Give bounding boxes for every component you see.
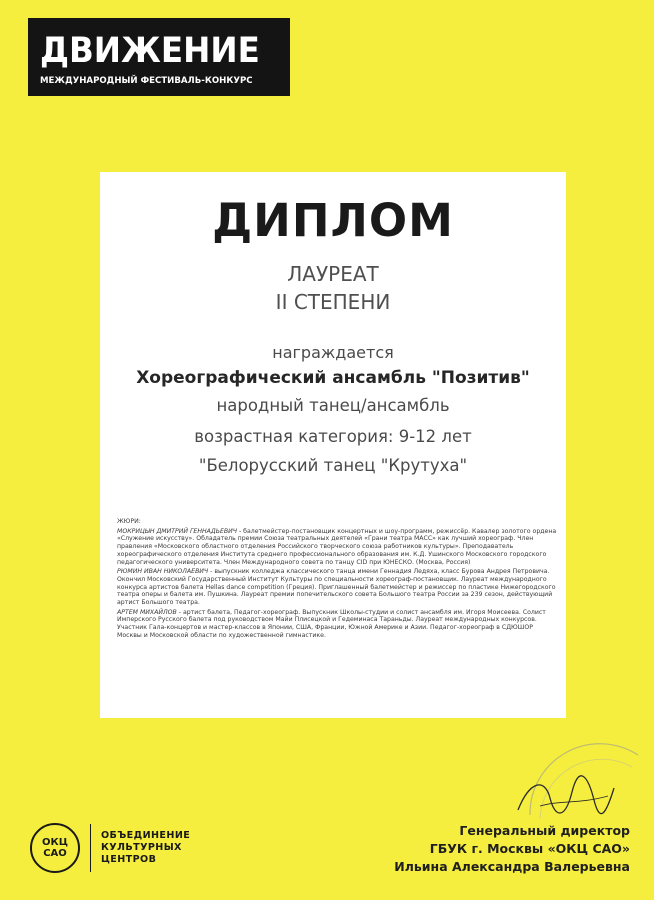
jury-member-name: МОКРИЦЫН ДМИТРИЙ ГЕННАДЬЕВИЧ (117, 527, 237, 535)
performance-title: "Белорусский танец "Крутуха" (198, 456, 468, 475)
organizer-name-line: ЦЕНТРОВ (101, 854, 157, 865)
diploma-panel (100, 172, 566, 718)
okc-logo-line1: ОКЦ (42, 837, 68, 848)
signatory-organization: ГБУК г. Москвы «ОКЦ САО» (429, 841, 630, 856)
signatory-name: Ильина Александра Валерьевна (394, 859, 630, 874)
degree-label: II СТЕПЕНИ (275, 290, 391, 314)
awarded-label: награждается (272, 343, 394, 362)
jury-member-bio: - артист балета, Педагог-хореограф. Выпускник Школы-студии и солист ансамбля им. Игоря Моисеева. Солист Имперского Русского балета под руководством Майи Плисецкой и Гедеминаса Тараньды. Лауреат международных конкурсов. Участник Гала-концертов и мастер-классов в Японии, США, Франции, Южной Америке и Азии. Педагог-хореограф в СДЮШОР Москвы и Московской области по художественной гимнастике. (117, 608, 546, 639)
jury-member (117, 609, 557, 640)
nomination: народный танец/ансамбль (216, 396, 450, 415)
okc-logo-line2: САО (43, 848, 67, 859)
organizer-logo (30, 823, 190, 873)
jury-member-name: АРТЕМ МИХАЙЛОВ (117, 608, 177, 616)
jury-heading: ЖЮРИ: (117, 518, 141, 525)
diploma-title: ДИПЛОМ (212, 194, 454, 247)
signatory-block (394, 822, 630, 876)
logo-divider (90, 824, 91, 872)
jury-section (117, 518, 557, 642)
organizer-name-line: ОБЪЕДИНЕНИЕ (101, 830, 191, 841)
jury-member-bio: - выпускник колледжа классического танца имени Геннадия Ледяха, класс Бурова Андрея Петровича. Окончил Московский Государственный Институт Культуры по специальности хореограф-постановщик. Лауреат международного конкурса артистов балета Hellas dance competition (Греция). Приглашенный балетмейстер и режиссер по пластике Нижегородского театра оперы и балета им. Пушкина. Лауреат премии попечительского совета Большого театра России за 239 сезон, действующий артист Большого театра. (117, 568, 556, 607)
okc-logo-icon (30, 823, 80, 873)
jury-member (117, 568, 557, 607)
festival-subtitle: МЕЖДУНАРОДНЫЙ ФЕСТИВАЛЬ-КОНКУРС (40, 76, 253, 86)
age-category: возрастная категория: 9-12 лет (194, 427, 472, 446)
laureate-label: ЛАУРЕАТ (287, 262, 379, 286)
jury-member-bio: - балетмейстер-постановщик концертных и шоу-программ, режиссёр. Кавалер золотого ордена «Служение искусству». Обладатель премии Союза театральных деятелей «Грани театра МАСС» как лучший хореограф. Член правления «Московского областного отделения Российского творческого союза работников культуры». Преподаватель хореографического отделения Института среднего профессионального образования им. К.Д. Ушинского Московского городского педагогического университета. Член Международного совета по танцу CID при ЮНЕСКО. (Москва, Россия) (117, 527, 557, 566)
jury-member (117, 528, 557, 567)
recipient-name: Хореографический ансамбль "Позитив" (136, 368, 530, 388)
festival-title: ДВИЖЕНИЕ (40, 31, 260, 71)
jury-member-name: РЮМИН ИВАН НИКОЛАЕВИЧ (117, 568, 209, 576)
festival-logo-badge (28, 18, 290, 96)
organizer-name (101, 830, 190, 866)
organizer-name-line: КУЛЬТУРНЫХ (101, 842, 182, 853)
signature-icon (510, 770, 620, 830)
signatory-position: Генеральный директор (459, 823, 630, 838)
